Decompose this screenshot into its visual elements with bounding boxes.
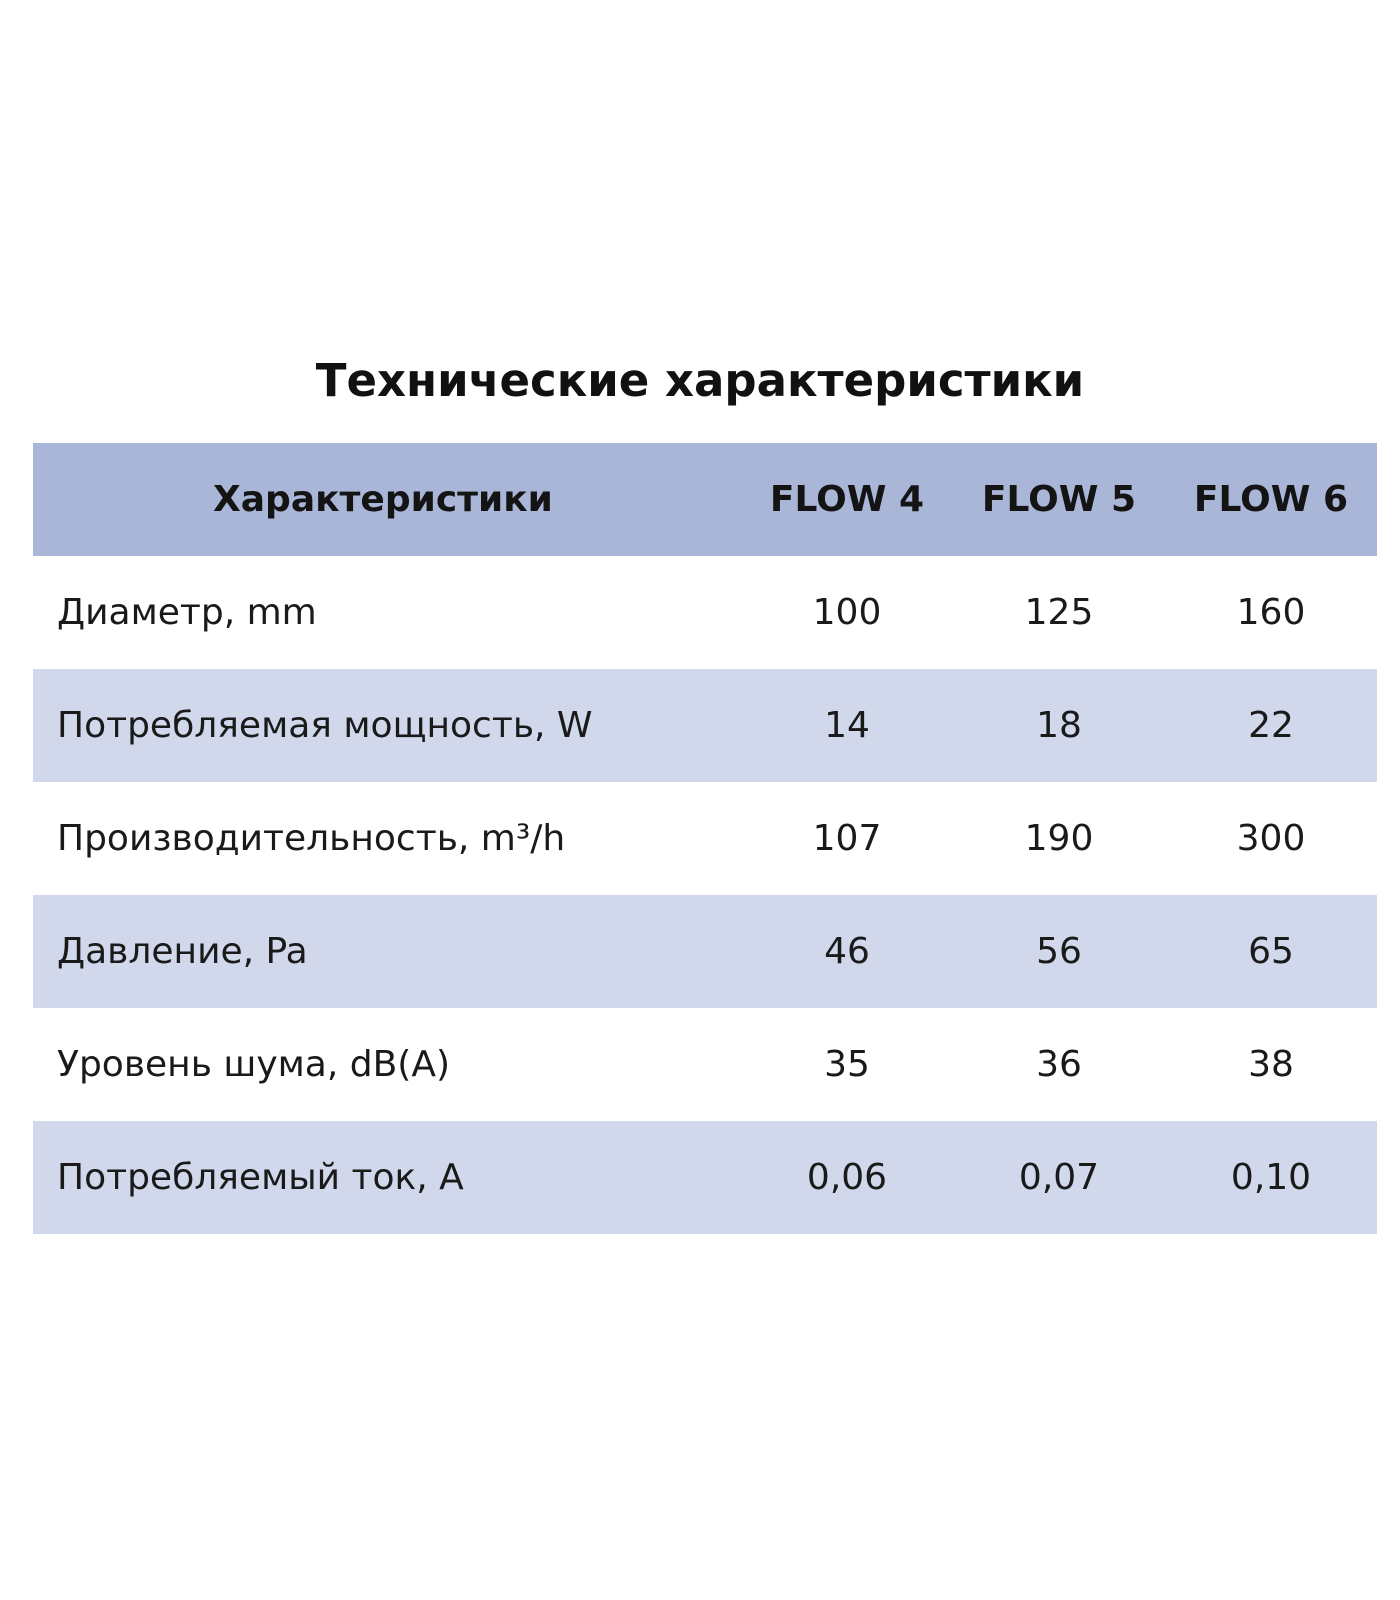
cell-value: 46	[824, 931, 870, 972]
row-label: Давление, Pa	[57, 931, 308, 972]
table-row	[33, 1008, 1377, 1121]
cell-value: 100	[812, 592, 882, 633]
cell-value: 160	[1236, 592, 1306, 633]
row-label: Производительность, m³/h	[57, 818, 566, 859]
header-flow-6: FLOW 6	[1193, 479, 1349, 520]
header-flow-5: FLOW 5	[981, 479, 1137, 520]
cell-value: 65	[1248, 931, 1294, 972]
cell-value: 190	[1024, 818, 1094, 859]
cell-value: 0,06	[806, 1157, 888, 1198]
specifications-table	[33, 443, 1377, 1234]
cell-value: 107	[812, 818, 882, 859]
cell-value: 14	[824, 705, 870, 746]
table-row	[33, 1121, 1377, 1234]
cell-value: 0,10	[1230, 1157, 1312, 1198]
cell-value: 300	[1236, 818, 1306, 859]
row-label: Диаметр, mm	[57, 592, 317, 633]
cell-value: 22	[1248, 705, 1294, 746]
cell-value: 18	[1036, 705, 1082, 746]
header-flow-4: FLOW 4	[769, 479, 925, 520]
cell-value: 56	[1036, 931, 1082, 972]
row-label: Уровень шума, dB(A)	[57, 1044, 450, 1085]
cell-value: 35	[824, 1044, 870, 1085]
table-row	[33, 556, 1377, 669]
header-characteristics: Характеристики	[213, 479, 553, 520]
row-label: Потребляемая мощность, W	[57, 705, 593, 746]
page-title: Технические характеристики	[315, 354, 1085, 407]
cell-value: 0,07	[1018, 1157, 1100, 1198]
cell-value: 125	[1024, 592, 1094, 633]
table-row	[33, 895, 1377, 1008]
cell-value: 36	[1036, 1044, 1082, 1085]
table-header-row	[33, 443, 1377, 556]
row-label: Потребляемый ток, A	[57, 1157, 464, 1198]
table-row	[33, 782, 1377, 895]
cell-value: 38	[1248, 1044, 1294, 1085]
table-row	[33, 669, 1377, 782]
